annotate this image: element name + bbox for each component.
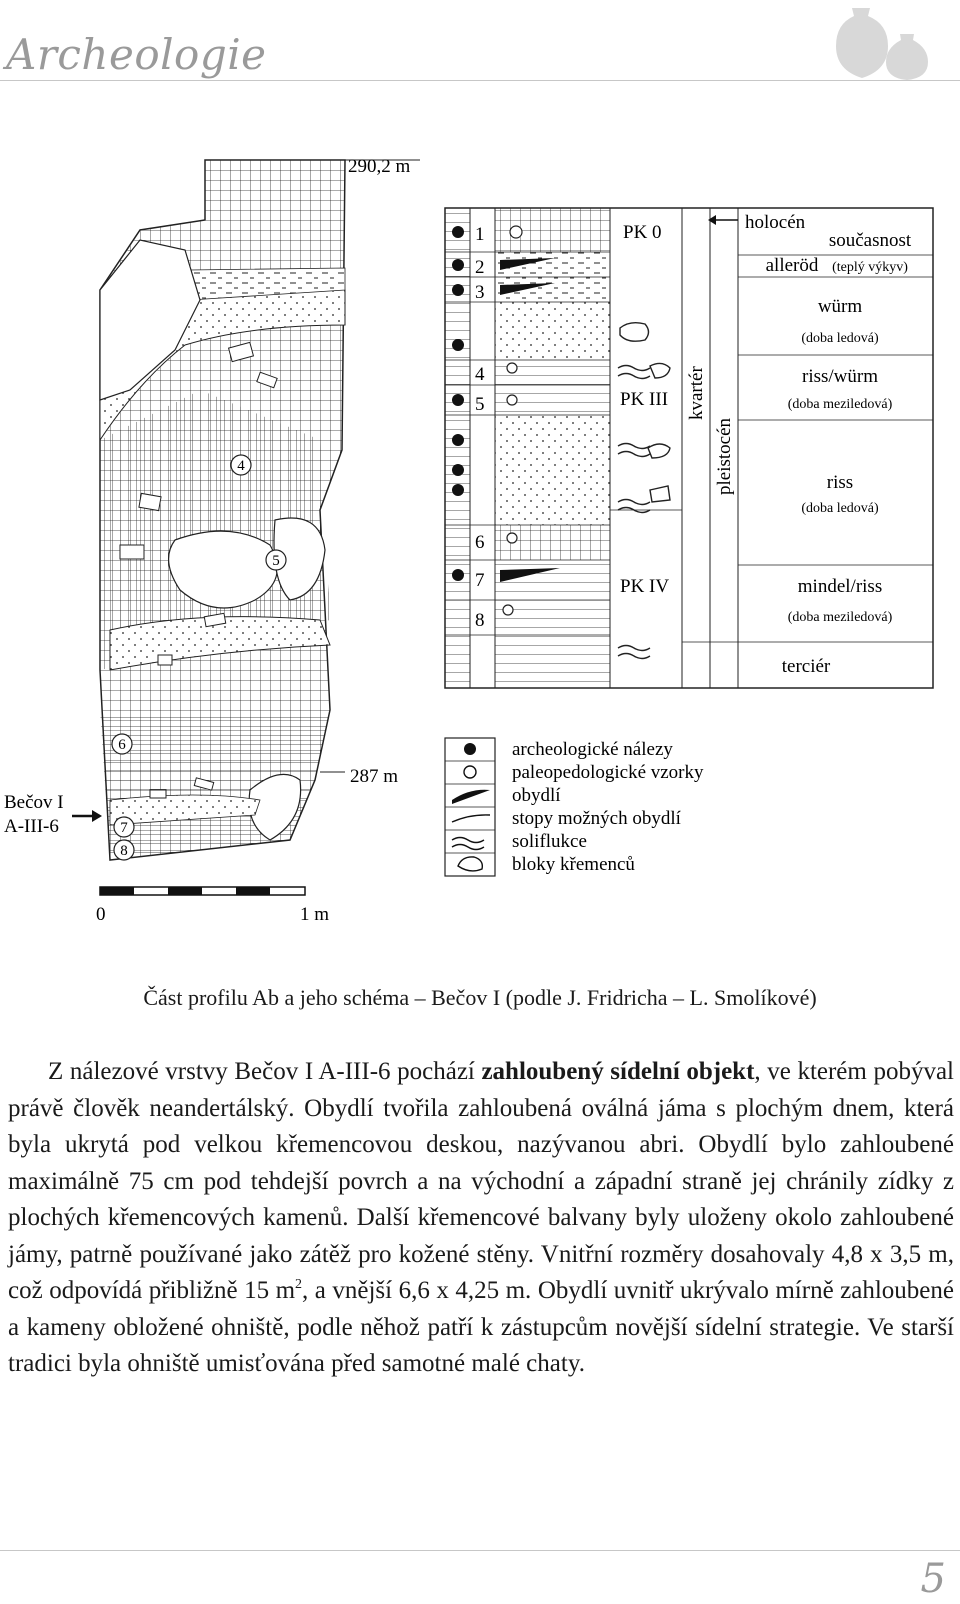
site-label-line2: A-III-6 xyxy=(4,816,59,837)
scale-end-label: 1 m xyxy=(300,904,330,925)
legend-filled-dot-icon xyxy=(464,743,476,755)
svg-text:archeologické nálezy: archeologické nálezy xyxy=(512,739,673,760)
figure-caption: Část profilu Ab a jeho schéma – Bečov I (podle J. Fridricha – L. Smolíkové) xyxy=(143,985,817,1010)
svg-text:alleröd: alleröd xyxy=(765,255,819,276)
svg-text:8: 8 xyxy=(475,610,485,631)
svg-text:terciér: terciér xyxy=(781,656,831,677)
svg-text:riss: riss xyxy=(826,472,854,493)
svg-text:(teplý výkyv): (teplý výkyv) xyxy=(832,260,908,275)
svg-text:7: 7 xyxy=(475,570,485,591)
svg-text:paleopedologické vzorky: paleopedologické vzorky xyxy=(512,762,704,783)
svg-text:PK 0: PK 0 xyxy=(623,222,662,243)
paragraph-bold: zahloubený sídelní objekt xyxy=(481,1058,755,1085)
svg-text:würm: würm xyxy=(817,296,863,317)
profile-drawing xyxy=(100,160,420,860)
svg-text:PK IV: PK IV xyxy=(620,576,670,597)
svg-text:(doba meziledová): (doba meziledová) xyxy=(787,397,893,412)
svg-text:1: 1 xyxy=(475,224,485,245)
bottom-elevation-label: 287 m xyxy=(350,766,399,787)
svg-text:8: 8 xyxy=(120,843,128,859)
header-title: Archeologie xyxy=(6,30,267,79)
quaternary-label: kvartér xyxy=(686,366,707,420)
body-paragraph xyxy=(8,1054,954,1383)
svg-text:3: 3 xyxy=(475,282,485,303)
svg-text:5: 5 xyxy=(272,553,280,569)
svg-text:(doba ledová): (doba ledová) xyxy=(801,501,879,516)
paragraph-superscript: 2 xyxy=(295,1277,303,1292)
legend-open-dot-icon xyxy=(464,766,476,778)
pottery-logo-icon xyxy=(830,0,950,82)
arrow-right-icon xyxy=(92,810,102,822)
top-elevation-label: 290,2 m xyxy=(348,156,411,177)
svg-text:(doba meziledová): (doba meziledová) xyxy=(787,610,893,625)
paragraph-part1: Z nálezové vrstvy Bečov I A-III-6 pochází xyxy=(48,1058,482,1085)
svg-text:4: 4 xyxy=(475,364,485,385)
svg-text:4: 4 xyxy=(237,458,245,474)
footer-divider xyxy=(0,1550,960,1551)
header-divider xyxy=(0,80,960,81)
page-number: 5 xyxy=(920,1556,946,1602)
svg-text:2: 2 xyxy=(475,257,485,278)
svg-text:6: 6 xyxy=(475,532,485,553)
site-label-line1: Bečov I xyxy=(4,792,64,813)
paragraph-part2: , ve kterém pobýval právě člověk neandertálský. Obydlí tvořila zahloubená oválná jáma s plochým dnem, která byla ukrytá pod velkou křemencovou deskou, nazývanou abri. Obydlí bylo zahloubené maximálně 75 cm pod tehdejší povrch a na východní a západní straně jej chránily zídky z plochých křemencových kamenů. Další křemencové balvany byly uloženy okolo zahloubené jámy, patrně používané jako zátěž pro kožené stěny. Vnitřní rozměry dosahovaly 4,8 x 3,5 m, což odpovídá přibližně 15 m xyxy=(8,1058,954,1304)
svg-text:mindel/riss: mindel/riss xyxy=(797,576,883,597)
svg-text:riss/würm: riss/würm xyxy=(802,366,878,387)
svg-text:PK III: PK III xyxy=(620,389,669,410)
legend xyxy=(445,738,704,876)
svg-text:(doba ledová): (doba ledová) xyxy=(801,331,879,346)
svg-text:6: 6 xyxy=(118,737,126,753)
svg-text:současnost: současnost xyxy=(828,230,912,251)
svg-text:5: 5 xyxy=(475,394,485,415)
svg-text:soliflukce: soliflukce xyxy=(512,831,587,852)
scale-bar xyxy=(100,887,305,895)
svg-text:bloky křemenců: bloky křemenců xyxy=(512,854,635,875)
scale-start-label: 0 xyxy=(96,904,106,925)
svg-text:7: 7 xyxy=(120,820,128,836)
profile-figure xyxy=(0,150,960,940)
holocene-label: holocén xyxy=(745,212,806,233)
pleistocene-label: pleistocén xyxy=(714,417,735,495)
paragraph-part3: , a vnější 6,6 x 4,25 m. Obydlí uvnitř ukrývalo mírně zahloubené a kameny obložené ohniště, podle něhož patří k zástupcům novější sídelní strategie. Ve starší tradici byla ohniště umisťována před samotné malé chaty. xyxy=(8,1277,954,1377)
svg-text:obydlí: obydlí xyxy=(512,785,561,806)
svg-text:stopy možných obydlí: stopy možných obydlí xyxy=(512,808,681,829)
